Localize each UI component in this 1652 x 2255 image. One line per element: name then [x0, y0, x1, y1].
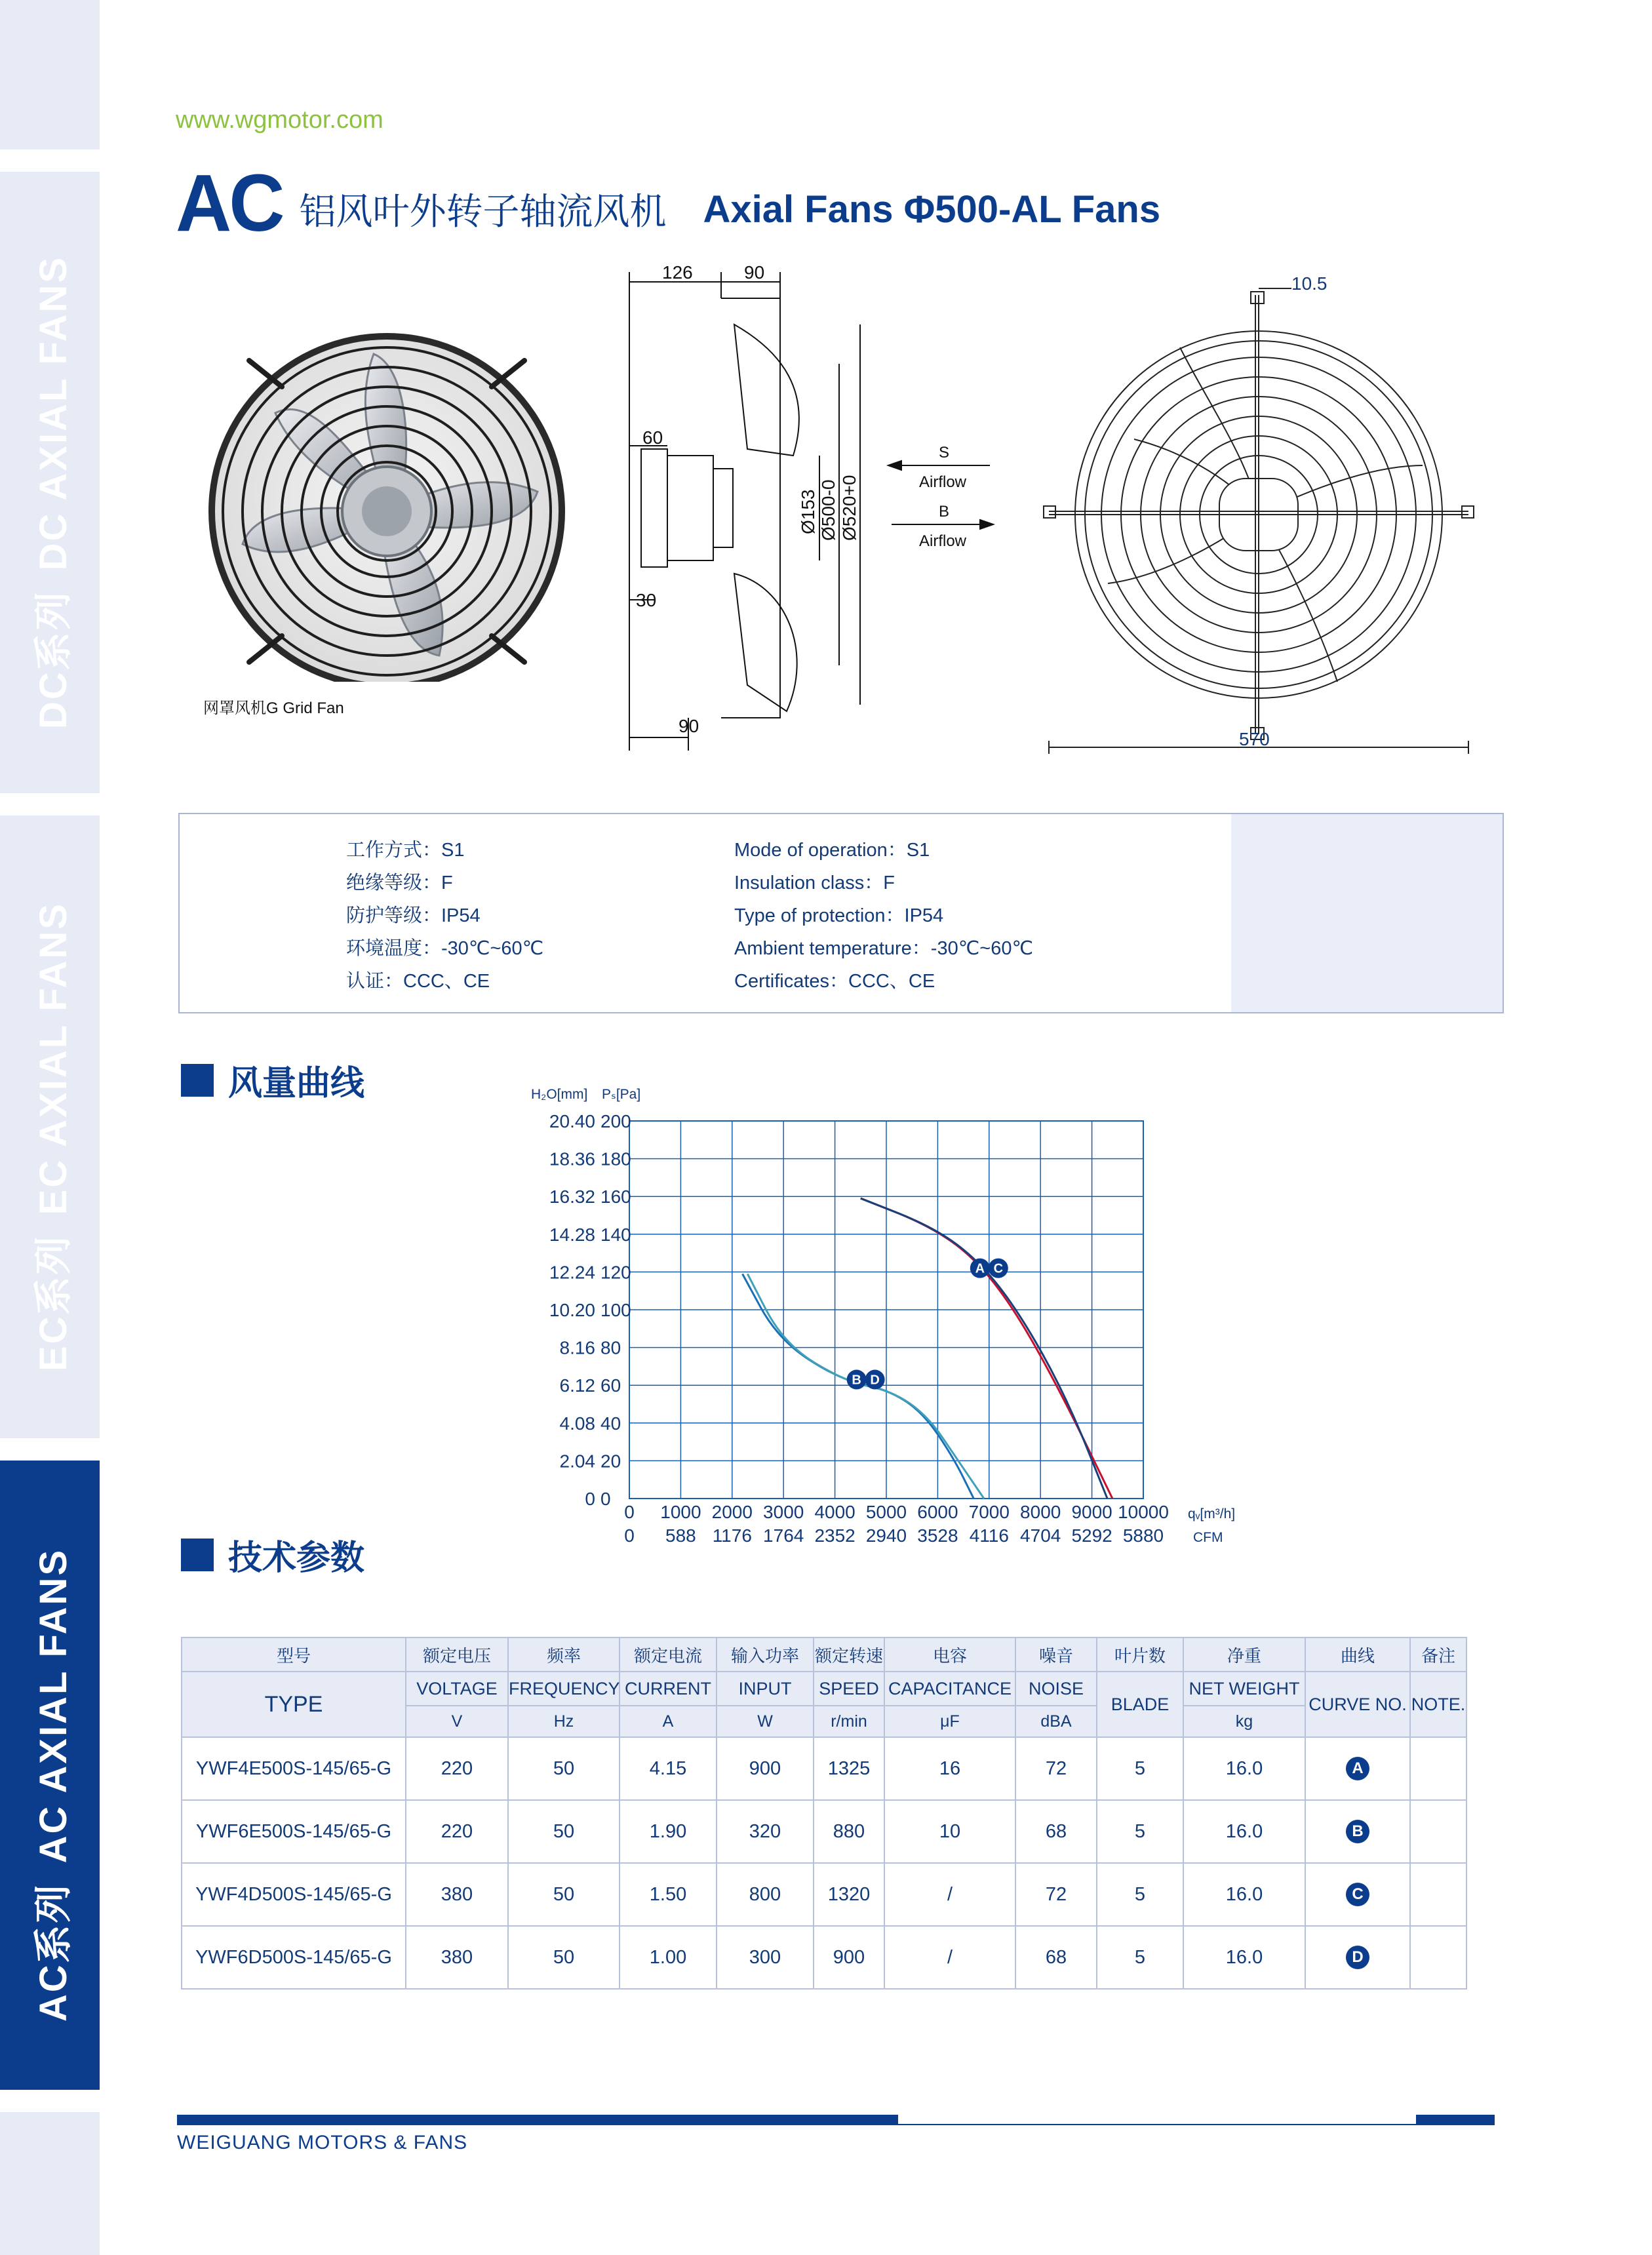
x-tick-label-m3h: 7000 [968, 1502, 1010, 1522]
y-tick-label-pa: 140 [600, 1224, 631, 1245]
table-cell: YWF6D500S-145/65-G [182, 1926, 406, 1989]
x-tick-label-m3h: 9000 [1071, 1502, 1112, 1522]
th-voltage-cn: 额定电压 [406, 1637, 508, 1672]
x-tick-label-m3h: 3000 [763, 1502, 804, 1522]
table-cell: 50 [508, 1926, 620, 1989]
side-tab-ec-cn: EC系列 [32, 1234, 75, 1371]
curve-badge: A [1346, 1757, 1369, 1780]
spec-box [178, 813, 1504, 1013]
title-cn: 铝风叶外转子轴流风机 [299, 191, 667, 232]
y-tick-label-h2o: 14.28 [549, 1224, 595, 1245]
section-params [181, 1530, 364, 1579]
curve-badge: B [1346, 1820, 1369, 1843]
spec-en-insulation: Insulation class：F [734, 873, 895, 893]
curve-marker-label: A [975, 1261, 985, 1276]
y-tick-label-h2o: 12.24 [549, 1262, 595, 1283]
x-tick-label-cfm: 2352 [814, 1525, 856, 1546]
table-cell [1410, 1737, 1466, 1800]
spec-box-shade [1231, 814, 1503, 1012]
table-cell: YWF4D500S-145/65-G [182, 1863, 406, 1926]
side-tab-blank-bottom [0, 2112, 100, 2255]
side-tab-dc-cn: DC系列 [32, 590, 75, 730]
table-cell: 10 [884, 1800, 1015, 1863]
section-curve-square [181, 1064, 214, 1097]
table-row [182, 1737, 1466, 1800]
curve-no-cell [1305, 1737, 1410, 1800]
th-voltage-en: VOLTAGE [406, 1672, 508, 1706]
footer-text: WEIGUANG MOTORS & FANS [177, 2132, 468, 2153]
x-tick-label-m3h: 0 [624, 1502, 635, 1522]
th-frequency-cn: 频率 [508, 1637, 620, 1672]
side-tab-ac-cn: AC系列 [32, 1883, 75, 2022]
table-cell: 5 [1097, 1926, 1183, 1989]
title-en: Axial Fans Φ500-AL Fans [703, 187, 1161, 231]
title-ac: AC [176, 157, 283, 249]
table-cell: 880 [814, 1800, 884, 1863]
page-title [176, 157, 1161, 249]
dim-126: 126 [662, 262, 693, 283]
table-cell: 16.0 [1183, 1800, 1305, 1863]
chart-xticks-m3h [624, 1502, 1169, 1522]
curve-marker-label: D [870, 1373, 880, 1388]
side-tab-dc-en: DC AXIAL FANS [32, 255, 75, 571]
x-tick-label-cfm: 5880 [1122, 1525, 1164, 1546]
front-view-drawing [1042, 269, 1475, 760]
params-table-body [182, 1637, 1466, 1989]
x-tick-label-m3h: 2000 [711, 1502, 753, 1522]
spec-cn-protection: 防护等级：IP54 [346, 905, 481, 926]
airflow-s: S [939, 444, 950, 461]
curve-marker-label: B [852, 1373, 861, 1388]
th-input-unit: W [717, 1706, 814, 1737]
th-input-cn: 输入功率 [717, 1637, 814, 1672]
y-tick-label-pa: 180 [600, 1148, 631, 1169]
curve-no-cell [1305, 1926, 1410, 1989]
x-tick-label-m3h: 4000 [814, 1502, 856, 1522]
table-cell: 68 [1015, 1926, 1097, 1989]
curve-marker-label: C [993, 1261, 1004, 1276]
th-speed-unit: r/min [814, 1706, 884, 1737]
x-tick-label-m3h: 1000 [660, 1502, 701, 1522]
side-tab-blank [0, 0, 100, 149]
y-tick-label-h2o: 8.16 [559, 1337, 595, 1358]
table-cell: 1.90 [620, 1800, 717, 1863]
chart-xticks-cfm [624, 1525, 1164, 1546]
y-tick-label-h2o: 18.36 [549, 1148, 595, 1169]
x-tick-label-cfm: 5292 [1071, 1525, 1112, 1546]
th-current-en: CURRENT [620, 1672, 717, 1706]
section-curve [181, 1055, 364, 1105]
table-cell: YWF6E500S-145/65-G [182, 1800, 406, 1863]
table-cell: 5 [1097, 1737, 1183, 1800]
airflow-diagram [885, 439, 1016, 557]
fan-photo [190, 315, 610, 682]
chart-yticks-h2o [549, 1111, 595, 1509]
th-curve-cn: 曲线 [1305, 1637, 1410, 1672]
x-tick-label-cfm: 0 [624, 1525, 635, 1546]
y-tick-label-h2o: 6.12 [559, 1375, 595, 1396]
th-note-cn: 备注 [1410, 1637, 1466, 1672]
th-frequency-unit: Hz [508, 1706, 620, 1737]
table-cell: YWF4E500S-145/65-G [182, 1737, 406, 1800]
table-cell: 16 [884, 1737, 1015, 1800]
table-cell: 1325 [814, 1737, 884, 1800]
y-unit-left: H₂O[mm] [531, 1087, 588, 1102]
table-row [182, 1926, 1466, 1989]
side-tab-ac[interactable] [0, 1461, 100, 2090]
y-tick-label-h2o: 20.40 [549, 1111, 595, 1131]
dim-90-bottom: 90 [678, 716, 699, 736]
section-params-square [181, 1539, 214, 1571]
side-tab-ac-en: AC AXIAL FANS [32, 1548, 75, 1864]
y-tick-label-pa: 100 [600, 1300, 631, 1320]
params-table [181, 1637, 1467, 1990]
table-cell: 50 [508, 1800, 620, 1863]
x-unit-secondary: CFM [1193, 1530, 1223, 1545]
dim-30: 30 [636, 590, 657, 610]
y-tick-label-h2o: 4.08 [559, 1413, 595, 1434]
th-voltage-unit: V [406, 1706, 508, 1737]
spec-cn-cert: 认证：CCC、CE [346, 971, 490, 992]
table-cell [1410, 1863, 1466, 1926]
x-tick-label-cfm: 588 [665, 1525, 696, 1546]
footer-bar-right [1416, 2115, 1495, 2124]
curve-badge: C [1346, 1883, 1369, 1906]
x-tick-label-m3h: 6000 [917, 1502, 958, 1522]
footer-line [177, 2124, 1495, 2125]
table-cell: 220 [406, 1800, 508, 1863]
table-header-cn [182, 1637, 1466, 1672]
th-weight-cn: 净重 [1183, 1637, 1305, 1672]
side-tab-dc[interactable] [0, 172, 100, 793]
th-input-en: INPUT [717, 1672, 814, 1706]
table-cell: 5 [1097, 1800, 1183, 1863]
y-tick-label-pa: 80 [600, 1337, 621, 1358]
th-current-cn: 额定电流 [620, 1637, 717, 1672]
section-curve-title: 风量曲线 [228, 1065, 365, 1103]
table-cell: 72 [1015, 1863, 1097, 1926]
y-tick-label-h2o: 16.32 [549, 1186, 595, 1207]
th-curve-en: CURVE NO. [1305, 1672, 1410, 1737]
y-unit-right: Pₛ[Pa] [602, 1087, 641, 1102]
y-tick-label-pa: 0 [600, 1489, 611, 1509]
spec-cn-mode: 工作方式：S1 [346, 840, 465, 861]
th-blade-cn: 叶片数 [1097, 1637, 1183, 1672]
x-tick-label-cfm: 2940 [865, 1525, 907, 1546]
th-weight-en: NET WEIGHT [1183, 1672, 1305, 1706]
x-tick-label-cfm: 1764 [763, 1525, 804, 1546]
th-noise-unit: dBA [1015, 1706, 1097, 1737]
table-cell: 1.50 [620, 1863, 717, 1926]
table-cell: 16.0 [1183, 1926, 1305, 1989]
table-cell: 16.0 [1183, 1737, 1305, 1800]
footer-bar-left [177, 2115, 898, 2124]
table-cell: 320 [717, 1800, 814, 1863]
curve-no-cell [1305, 1800, 1410, 1863]
table-cell: 900 [717, 1737, 814, 1800]
x-tick-label-m3h: 8000 [1020, 1502, 1061, 1522]
table-cell: 50 [508, 1863, 620, 1926]
table-cell: 380 [406, 1863, 508, 1926]
airflow-chart [518, 1075, 1265, 1560]
spec-en-cert: Certificates：CCC、CE [734, 971, 935, 992]
th-capacitance-cn: 电容 [884, 1637, 1015, 1672]
side-tab-ec-en: EC AXIAL FANS [32, 902, 75, 1215]
table-cell: 5 [1097, 1863, 1183, 1926]
y-tick-label-pa: 120 [600, 1262, 631, 1283]
dim-570: 570 [1239, 729, 1270, 749]
y-tick-label-pa: 60 [600, 1375, 621, 1396]
th-blade-en: BLADE [1097, 1672, 1183, 1737]
th-capacitance-en: CAPACITANCE [884, 1672, 1015, 1706]
dim-500: Ø500-0 [818, 479, 838, 541]
table-header-en [182, 1672, 1466, 1706]
dim-60: 60 [642, 427, 663, 448]
th-noise-cn: 噪音 [1015, 1637, 1097, 1672]
spec-en-temperature: Ambient temperature：-30℃~60℃ [734, 938, 1034, 959]
table-cell: 50 [508, 1737, 620, 1800]
spec-cn-insulation: 绝缘等级：F [346, 873, 453, 893]
th-note-en: NOTE. [1410, 1672, 1466, 1737]
spec-en-protection: Type of protection：IP54 [734, 905, 944, 926]
y-tick-label-pa: 40 [600, 1413, 621, 1434]
dim-90-top: 90 [744, 262, 765, 283]
th-type-cn: 型号 [182, 1637, 406, 1672]
site-url[interactable]: www.wgmotor.com [176, 106, 384, 134]
th-current-unit: A [620, 1706, 717, 1737]
table-cell: / [884, 1926, 1015, 1989]
y-tick-label-pa: 160 [600, 1186, 631, 1207]
side-tab-ec[interactable] [0, 815, 100, 1438]
y-tick-label-h2o: 10.20 [549, 1300, 595, 1320]
table-cell: 380 [406, 1926, 508, 1989]
y-tick-label-h2o: 0 [585, 1489, 595, 1509]
table-cell: 900 [814, 1926, 884, 1989]
th-frequency-en: FREQUENCY [508, 1672, 620, 1706]
th-weight-unit: kg [1183, 1706, 1305, 1737]
table-cell: 68 [1015, 1800, 1097, 1863]
curve-badge: D [1346, 1946, 1369, 1969]
airflow-b-label: Airflow [919, 532, 967, 550]
airflow-s-label: Airflow [919, 473, 967, 491]
table-row [182, 1863, 1466, 1926]
dim-10-5: 10.5 [1291, 273, 1328, 294]
table-cell: / [884, 1863, 1015, 1926]
x-unit-primary: qᵥ[m³/h] [1188, 1506, 1236, 1521]
chart-yticks-pa [600, 1111, 631, 1509]
y-tick-label-pa: 20 [600, 1451, 621, 1472]
table-cell [1410, 1926, 1466, 1989]
section-params-title: 技术参数 [228, 1539, 365, 1577]
th-capacitance-unit: μF [884, 1706, 1015, 1737]
spec-en-mode: Mode of operation：S1 [734, 840, 930, 861]
table-cell: 300 [717, 1926, 814, 1989]
y-tick-label-pa: 200 [600, 1111, 631, 1131]
table-cell: 1320 [814, 1863, 884, 1926]
th-noise-en: NOISE [1015, 1672, 1097, 1706]
table-cell: 72 [1015, 1737, 1097, 1800]
x-tick-label-cfm: 1176 [712, 1525, 752, 1546]
table-cell: 800 [717, 1863, 814, 1926]
th-speed-en: SPEED [814, 1672, 884, 1706]
photo-caption: 网罩风机G Grid Fan [203, 699, 344, 717]
th-speed-cn: 额定转速 [814, 1637, 884, 1672]
th-type-en: TYPE [182, 1672, 406, 1737]
y-tick-label-h2o: 2.04 [559, 1451, 595, 1472]
table-cell: 4.15 [620, 1737, 717, 1800]
table-cell: 1.00 [620, 1926, 717, 1989]
table-row [182, 1800, 1466, 1863]
x-tick-label-cfm: 3528 [917, 1525, 958, 1546]
side-view-drawing [616, 259, 892, 757]
table-cell: 220 [406, 1737, 508, 1800]
dim-153: Ø153 [798, 489, 818, 534]
x-tick-label-m3h: 10000 [1118, 1502, 1169, 1522]
table-cell [1410, 1800, 1466, 1863]
table-cell: 16.0 [1183, 1863, 1305, 1926]
x-tick-label-cfm: 4704 [1020, 1525, 1061, 1546]
x-tick-label-cfm: 4116 [969, 1525, 1009, 1546]
spec-cn-temperature: 环境温度：-30℃~60℃ [346, 938, 544, 959]
airflow-b: B [939, 503, 950, 520]
x-tick-label-m3h: 5000 [865, 1502, 907, 1522]
side-navigation [0, 0, 102, 2255]
dim-520: Ø520+0 [839, 475, 859, 541]
curve-no-cell [1305, 1863, 1410, 1926]
